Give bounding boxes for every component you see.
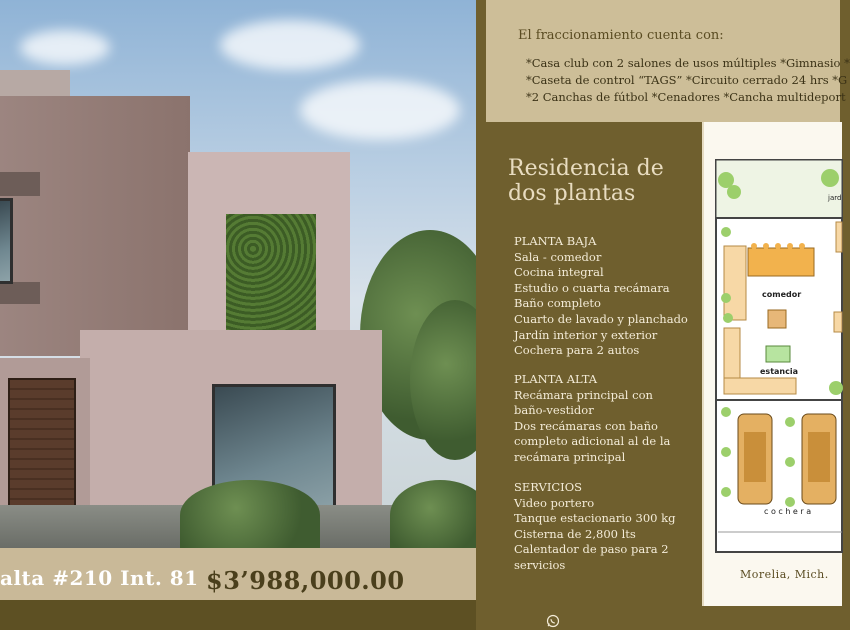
house-render-image [0,0,476,548]
list-item: servicios [514,557,566,572]
servicios-section [514,480,675,574]
section-heading: PLANTA BAJA [514,234,597,248]
address-text: alta #210 Int. 81 [0,566,199,590]
list-item: Jardín interior y exterior [514,327,658,342]
amenities-line: *Casa club con 2 salones de usos múltiples *Gimnasio * [526,56,850,70]
front-door [8,378,76,512]
shrubs [390,480,490,550]
list-item: Calentador de paso para 2 [514,542,669,557]
shrubs [180,480,320,550]
amenities-box [486,0,850,122]
floor-plan [702,122,842,606]
section-heading: PLANTA ALTA [514,372,598,386]
list-item: Tanque estacionario 300 kg [514,511,676,526]
amenities-line: *Caseta de control “TAGS” *Circuito cerrado 24 hrs *G [526,73,848,87]
list-item: Cisterna de 2,800 lts [514,526,636,541]
cloud [220,20,360,70]
list-item: recámara principal [514,449,626,464]
section-heading: SERVICIOS [514,480,583,494]
list-item: Cuarto de lavado y planchado [514,311,688,326]
residence-title-line: dos plantas [508,181,636,206]
whatsapp-icon[interactable] [546,614,560,628]
wall-band [0,172,40,196]
window [0,198,13,284]
price-text: $3’988,000.00 [206,566,405,595]
bottom-band [0,600,476,630]
stone-wall [0,96,190,356]
list-item: baño-vestidor [514,403,594,418]
amenities-line: *2 Canchas de fútbol *Cenadores *Cancha multideport [526,90,846,104]
label-estancia: estancia [760,367,798,376]
list-item: Dos recámaras con baño [514,418,658,433]
cloud [300,80,460,140]
list-item: completo adicional al de la [514,434,671,449]
planta-baja-section [514,234,688,359]
label-jardin: jard [828,194,842,202]
list-item: Cochera para 2 autos [514,343,640,358]
residence-details [486,122,702,606]
residence-title [508,156,664,206]
info-panel [476,0,850,630]
list-item: Sala - comedor [514,249,602,264]
residence-title-line: Residencia de [508,156,664,181]
wall-band [0,282,40,304]
label-cochera: c o c h e r a [764,507,812,516]
green-wall [226,214,316,330]
amenities-title: El fraccionamiento cuenta con: [518,28,724,43]
location-caption: Morelia, Mich. [740,568,829,581]
cloud [20,30,110,65]
list-item: Baño completo [514,296,601,311]
label-comedor: comedor [762,290,802,299]
list-item: Cocina integral [514,265,604,280]
list-item: Video portero [514,495,595,510]
floor-plan-drawing [704,122,842,606]
list-item: Estudio o cuarta recámara [514,280,670,295]
planta-alta-section [514,372,670,466]
list-item: Recámara principal con [514,387,653,402]
